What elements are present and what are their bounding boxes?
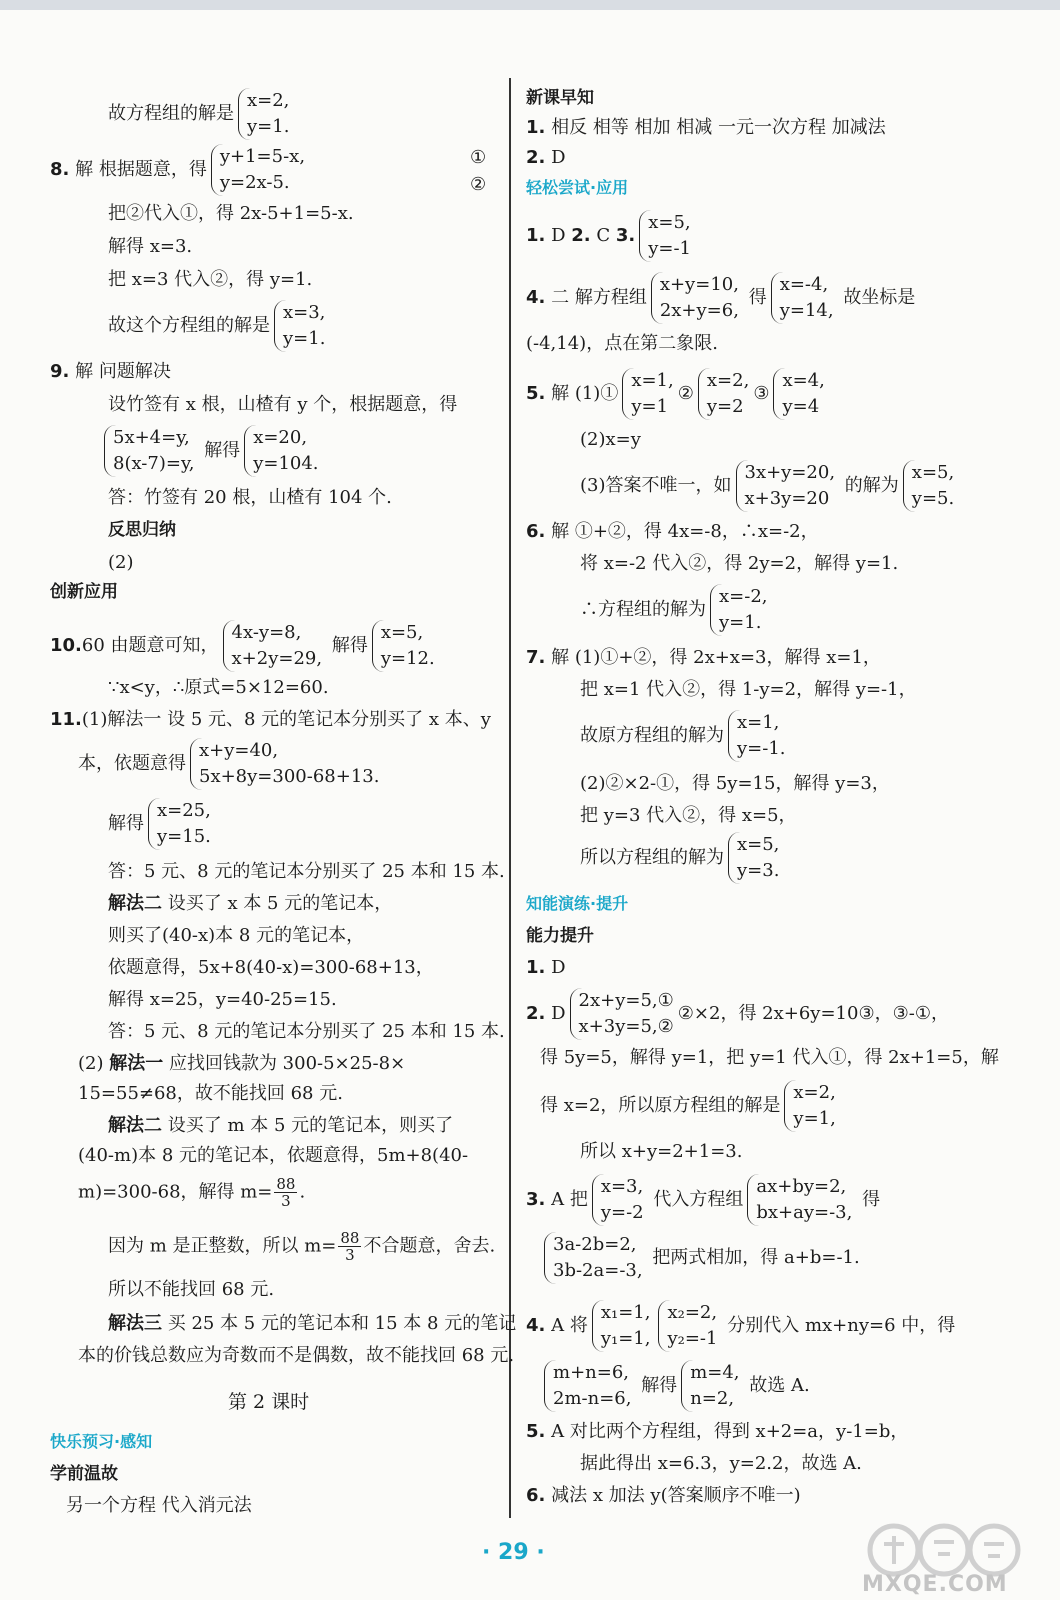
answer-line: 故这个方程组的解是 x=3, y=1. bbox=[108, 300, 329, 352]
equation-marker: ② bbox=[470, 174, 487, 195]
equation-system: m=4, n=2, bbox=[681, 1360, 739, 1412]
answer-line: 所以方程组的解为 x=5, y=3. bbox=[580, 832, 783, 884]
answer-line: 1. D 2. C 3. x=5, y=-1 bbox=[526, 210, 695, 262]
equation-system: x=20, y=104. bbox=[244, 425, 318, 477]
answer-line: m)=300-68，解得 m= $\frac{88}{3}$ . bbox=[78, 1175, 306, 1210]
answer-line: 解法二 设买了 x 本 5 元的笔记本， bbox=[108, 893, 393, 914]
answer-line: 据此得出 x=6.3，y=2.2，故选 A. bbox=[580, 1453, 862, 1474]
answer-line: (-4,14)，点在第二象限. bbox=[526, 333, 718, 354]
answer-line: 本的价钱总数应为奇数而不是偶数，故不能找回 68 元. bbox=[78, 1345, 515, 1366]
answer-line: 另一个方程 代入消元法 bbox=[66, 1495, 252, 1516]
watermark-text: MXQE.COM bbox=[862, 1572, 1008, 1597]
equation-system: x=5, y=-1 bbox=[639, 210, 691, 262]
section-heading: 创新应用 bbox=[50, 582, 118, 602]
answer-line: 3. A 把 x=3, y=-2 代入方程组 ax+by=2, bx+ay=-3, 得 bbox=[526, 1174, 880, 1226]
answer-line: 将 x=-2 代入②，得 2y=2，解得 y=1. bbox=[580, 553, 899, 574]
equation-system: y+1=5-x, y=2x-5. bbox=[211, 144, 305, 196]
fraction: $\frac{88}{3}$ bbox=[276, 1175, 296, 1210]
answer-line: 4. 二 解方程组 x+y=10, 2x+y=6, 得 x=-4, y=14, 故坐标是 bbox=[526, 272, 915, 324]
answer-line: 得 x=2，所以原方程组的解是 x=2, y=1, bbox=[540, 1080, 840, 1132]
answer-line: 6. 解 ①+②，得 4x=-8，∴x=-2， bbox=[526, 521, 819, 542]
answer-line: 则买了(40-x)本 8 元的笔记本， bbox=[108, 925, 365, 946]
answer-line: (2) 解法一 应找回钱款为 300-5×25-8× bbox=[78, 1053, 406, 1074]
equation-system: x+y=40, 5x+8y=300-68+13. bbox=[190, 738, 379, 790]
answer-line: 1. 相反 相等 相加 相减 一元一次方程 加减法 bbox=[526, 117, 886, 138]
answer-line: ∴方程组的解为 x=-2, y=1. bbox=[580, 584, 772, 636]
question-10: 10.60 由题意可知， 4x-y=8, x+2y=29, 解得 x=5, y=12. bbox=[50, 620, 439, 672]
equation-system: x=2, y=2 bbox=[698, 368, 749, 420]
answer-line: 5x+4=y, 8(x-7)=y, 解得 x=20, y=104. bbox=[100, 425, 323, 477]
answer-line: 1. D bbox=[526, 957, 566, 978]
answer-line: 解得 x=25, y=15. bbox=[108, 798, 215, 850]
section-heading: 新课早知 bbox=[526, 88, 594, 108]
equation-system: 4x-y=8, x+2y=29, bbox=[223, 620, 323, 672]
equation-system: x=2, y=1, bbox=[784, 1080, 835, 1132]
equation-system: x=1, y=-1. bbox=[728, 710, 786, 762]
answer-line: 所以不能找回 68 元. bbox=[108, 1279, 275, 1300]
answer-line: 得 5y=5，解得 y=1，把 y=1 代入①，得 2x+1=5，解 bbox=[540, 1047, 999, 1068]
answer-line: 故原方程组的解为 x=1, y=-1. bbox=[580, 710, 790, 762]
section-band-heading: 轻松尝试·应用 bbox=[526, 178, 629, 197]
answer-line: (2)x=y bbox=[580, 429, 641, 450]
answer-line: 设竹签有 x 根，山楂有 y 个，根据题意，得 bbox=[108, 394, 458, 415]
answer-line: 5. 解 (1)① x=1, y=1 ② x=2, y=2 ③ x=4, y=4 bbox=[526, 368, 829, 420]
section-band-heading: 知能演练·提升 bbox=[526, 894, 629, 913]
answer-line: 解法二 设买了 m 本 5 元的笔记本，则买了 bbox=[108, 1115, 454, 1136]
equation-system: x=-2, y=1. bbox=[710, 584, 768, 636]
equation-system: ax+by=2, bx+ay=-3, bbox=[747, 1174, 852, 1226]
fraction: $\frac{88}{3}$ bbox=[340, 1229, 360, 1264]
scan-top-edge bbox=[0, 0, 1060, 10]
section-heading: 能力提升 bbox=[526, 926, 594, 946]
equation-system: x=2, y=1. bbox=[238, 88, 289, 140]
answer-line: 把②代入①，得 2x-5+1=5-x. bbox=[108, 203, 354, 224]
equation-system: x=1, y=1 bbox=[622, 368, 673, 420]
answer-line: 15=55≠68，故不能找回 68 元. bbox=[78, 1083, 343, 1104]
equation-system: x=5, y=3. bbox=[728, 832, 779, 884]
equation-system: x=5, y=5. bbox=[903, 460, 954, 512]
equation-system: x=4, y=4 bbox=[773, 368, 824, 420]
answer-line: 解得 x=3. bbox=[108, 236, 193, 257]
answer-line: 把 x=3 代入②，得 y=1. bbox=[108, 269, 313, 290]
question-11: 11.(1)解法一 设 5 元、8 元的笔记本分别买了 x 本、y bbox=[50, 709, 491, 730]
equation-system: 3x+y=20, x+3y=20 bbox=[736, 460, 836, 512]
question-8: 8. 解 根据题意，得 y+1=5-x, y=2x-5. bbox=[50, 144, 309, 196]
equation-system: 2x+y=5,① x+3y=5,② bbox=[570, 988, 674, 1040]
equation-system: x=25, y=15. bbox=[148, 798, 211, 850]
answer-line: 把 x=1 代入②，得 1-y=2，解得 y=-1， bbox=[580, 679, 917, 700]
lesson-title: 第 2 课时 bbox=[228, 1391, 310, 1413]
answer-line: 答：5 元、8 元的笔记本分别买了 25 本和 15 本. bbox=[108, 1021, 505, 1042]
answer-line: 7. 解 (1)①+②，得 2x+x=3，解得 x=1， bbox=[526, 647, 881, 668]
answer-line: 因为 m 是正整数，所以 m= $\frac{88}{3}$ 不合题意，舍去. bbox=[108, 1229, 496, 1264]
answer-line: 5. A 对比两个方程组，得到 x+2=a，y-1=b， bbox=[526, 1421, 909, 1442]
answer-line: (2)②×2-①，得 5y=15，解得 y=3， bbox=[580, 773, 890, 794]
equation-marker: ① bbox=[470, 147, 487, 168]
answer-line: (3)答案不唯一，如 3x+y=20, x+3y=20 的解为 x=5, y=5. bbox=[580, 460, 958, 512]
answer-line: (2) bbox=[108, 552, 134, 573]
section-band-heading: 快乐预习·感知 bbox=[50, 1432, 153, 1451]
equation-system: x=-4, y=14, bbox=[771, 272, 834, 324]
equation-system: x=5, y=12. bbox=[372, 620, 435, 672]
equation-system: x₁=1, y₁=1, bbox=[592, 1300, 651, 1352]
answer-line: 解法三 买 25 本 5 元的笔记本和 15 本 8 元的笔记 bbox=[108, 1313, 517, 1334]
section-heading: 学前温故 bbox=[50, 1464, 118, 1484]
answer-line: 3a-2b=2, 3b-2a=-3, 把两式相加，得 a+b=-1. bbox=[540, 1232, 860, 1284]
answer-line: 答：5 元、8 元的笔记本分别买了 25 本和 15 本. bbox=[108, 861, 505, 882]
section-heading: 反思归纳 bbox=[108, 520, 176, 540]
equation-system: 5x+4=y, 8(x-7)=y, bbox=[104, 425, 194, 477]
column-divider bbox=[509, 78, 511, 1518]
equation-system: x=3, y=1. bbox=[274, 300, 325, 352]
question-9: 9. 解 问题解决 bbox=[50, 361, 171, 382]
equation-system: 3a-2b=2, 3b-2a=-3, bbox=[544, 1232, 643, 1284]
answer-line: 依题意得，5x+8(40-x)=300-68+13， bbox=[108, 957, 434, 978]
equation-system: x+y=10, 2x+y=6, bbox=[651, 272, 739, 324]
page-number: · 29 · bbox=[482, 1540, 545, 1565]
equation-system: x=3, y=-2 bbox=[592, 1174, 644, 1226]
answer-line: 2. D 2x+y=5,① x+3y=5,② ②×2，得 2x+6y=10③，③-①， bbox=[526, 988, 949, 1040]
answer-line: ∵x<y，∴原式=5×12=60. bbox=[108, 677, 329, 698]
answer-line: 所以 x+y=2+1=3. bbox=[580, 1141, 743, 1162]
answer-line: m+n=6, 2m-n=6, 解得 m=4, n=2, 故选 A. bbox=[540, 1360, 810, 1412]
answer-line: 本，依题意得 x+y=40, 5x+8y=300-68+13. bbox=[78, 738, 383, 790]
answer-line: 解得 x=25，y=40-25=15. bbox=[108, 989, 337, 1010]
answer-line: 把 y=3 代入②，得 x=5， bbox=[580, 805, 797, 826]
equation-system: m+n=6, 2m-n=6, bbox=[544, 1360, 631, 1412]
answer-line: 6. 减法 x 加法 y(答案顺序不唯一) bbox=[526, 1485, 801, 1506]
answer-line: 4. A 将 x₁=1, y₁=1, x₂=2, y₂=-1 分别代入 mx+ny=6 中，得 bbox=[526, 1300, 955, 1352]
answer-line: 2. D bbox=[526, 147, 566, 168]
answer-line: 答：竹签有 20 根，山楂有 104 个. bbox=[108, 487, 392, 508]
equation-system: x₂=2, y₂=-1 bbox=[658, 1300, 717, 1352]
answer-line: 故方程组的解是 x=2, y=1. bbox=[108, 88, 293, 140]
answer-line: (40-m)本 8 元的笔记本，依题意得，5m+8(40- bbox=[78, 1145, 469, 1166]
